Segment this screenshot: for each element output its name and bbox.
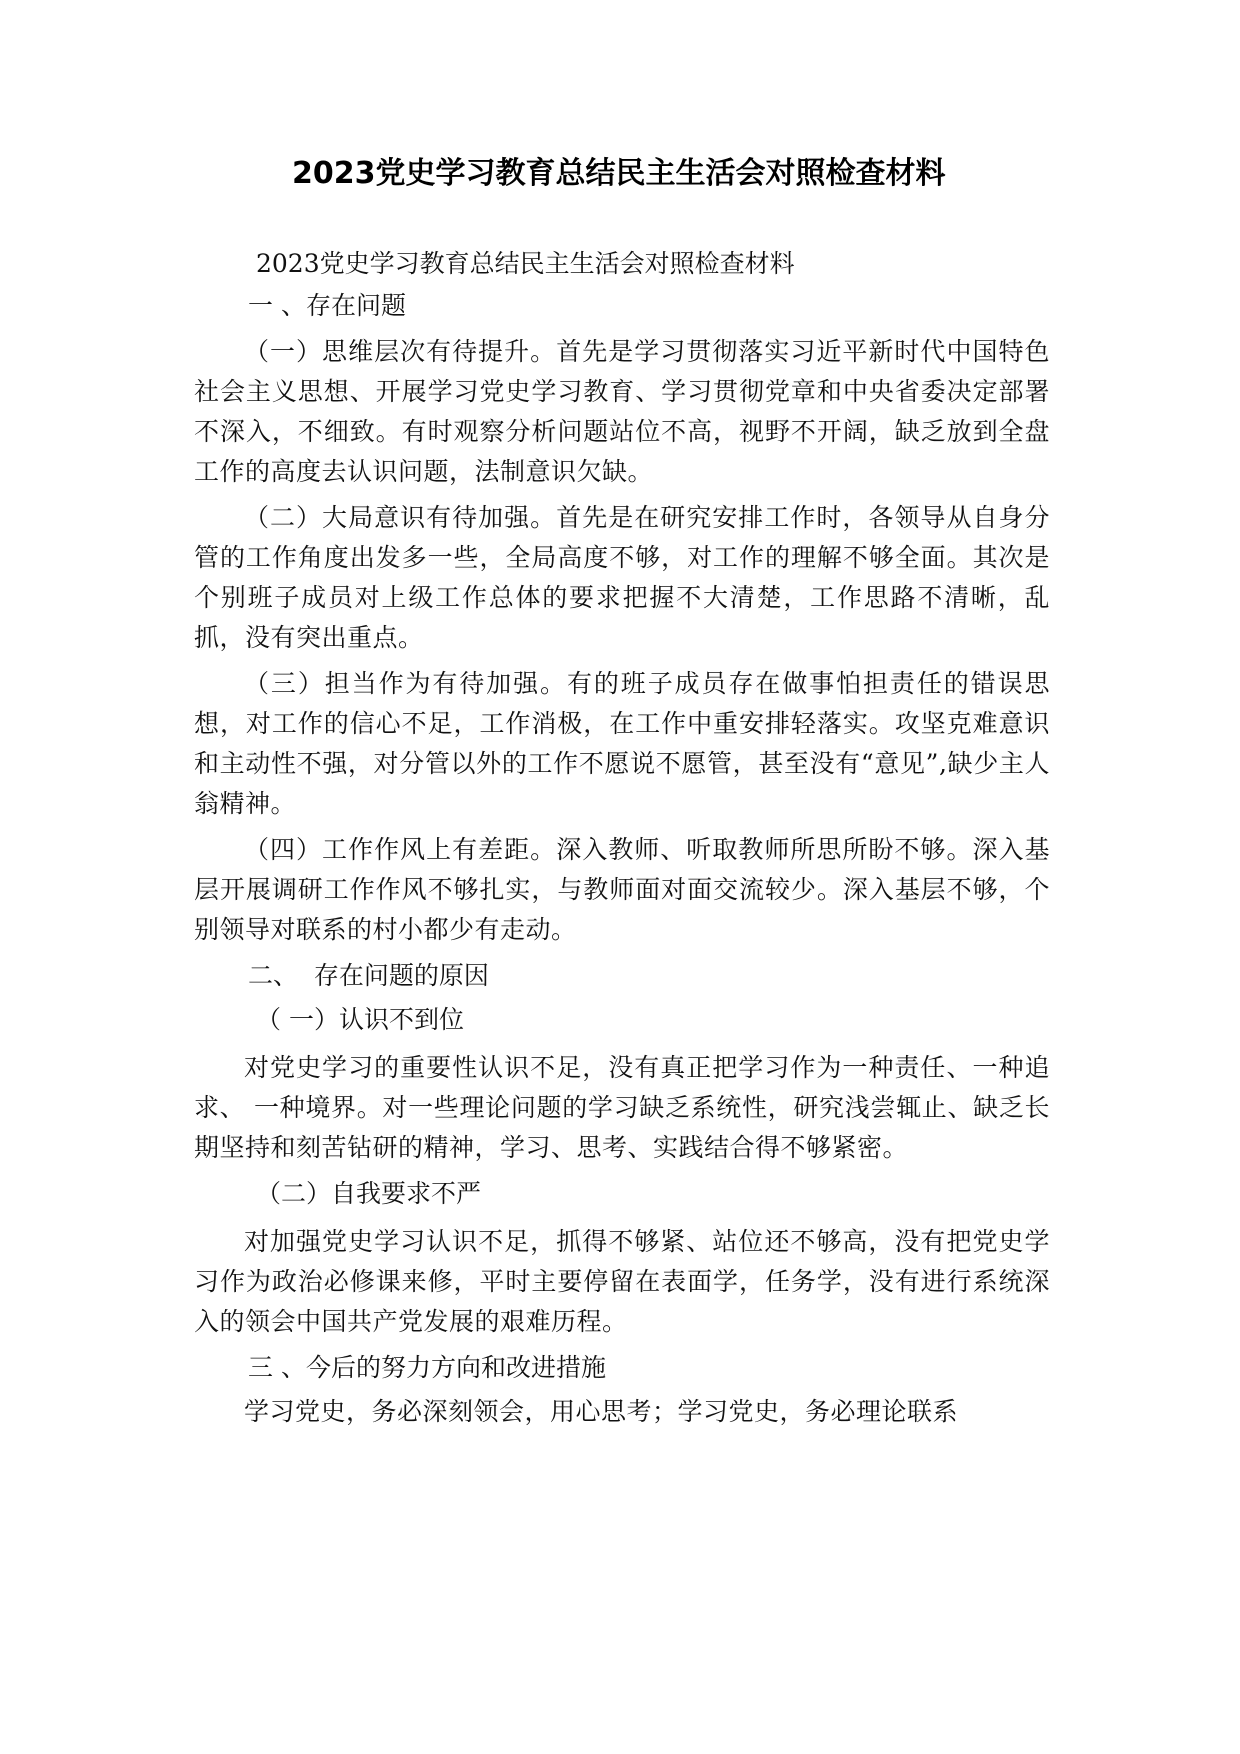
section-heading-3: 三 、今后的努力方向和改进措施 xyxy=(248,1353,606,1382)
paragraph-1-3: （三）担当作为有待加强。有的班子成员存在做事怕担责任的错误思想，对工作的信心不足，工作消极，在工作中重安排轻落实。攻坚克难意识和主动性不强，对分管以外的工作不愿说不愿管，甚至没有“意见”,缺少主人翁精神。 xyxy=(194,669,1050,818)
subsection-heading-2-2: （二）自我要求不严 xyxy=(256,1179,482,1208)
document-body xyxy=(194,244,1050,1438)
paragraph-3-1: 学习党史，务必深刻领会，用心思考；学习党史，务必理论联系 xyxy=(244,1397,959,1426)
paragraph-2-1: 对党史学习的重要性认识不足，没有真正把学习作为一种责任、一种追求、 一种境界。对一些理论问题的学习缺乏系统性，研究浅尝辄止、缺乏长期坚持和刻苦钻研的精神，学习、思考、实践结合得不够紧密。 xyxy=(194,1053,1050,1162)
paragraph-1-4: （四）工作作风上有差距。深入教师、听取教师所思所盼不够。深入基层开展调研工作作风不够扎实，与教师面对面交流较少。深入基层不够，个别领导对联系的村小都少有走动。 xyxy=(194,835,1050,944)
subsection-heading-2-1: （ 一）认识不到位 xyxy=(256,1005,464,1034)
document-title: 2023党史学习教育总结民主生活会对照检查材料 xyxy=(292,156,946,191)
paragraph-1-2: （二）大局意识有待加强。首先是在研究安排工作时，各领导从自身分管的工作角度出发多一些，全局高度不够，对工作的理解不够全面。其次是个别班子成员对上级工作总体的要求把握不大清楚，工作思路不清晰，乱抓，没有突出重点。 xyxy=(194,503,1050,652)
document-subtitle: 2023党史学习教育总结民主生活会对照检查材料 xyxy=(256,249,795,278)
section-heading-1: 一 、存在问题 xyxy=(248,291,406,320)
section-heading-2: 二、 存在问题的原因 xyxy=(248,961,489,990)
paragraph-1-1: （一）思维层次有待提升。首先是学习贯彻落实习近平新时代中国特色社会主义思想、开展学习党史学习教育、学习贯彻党章和中央省委决定部署不深入，不细致。有时观察分析问题站位不高，视野不开阔，缺乏放到全盘工作的高度去认识问题，法制意识欠缺。 xyxy=(194,337,1050,486)
paragraph-2-2: 对加强党史学习认识不足，抓得不够紧、站位还不够高，没有把党史学习作为政治必修课来修，平时主要停留在表面学，任务学，没有进行系统深入的领会中国共产党发展的艰难历程。 xyxy=(194,1227,1050,1336)
